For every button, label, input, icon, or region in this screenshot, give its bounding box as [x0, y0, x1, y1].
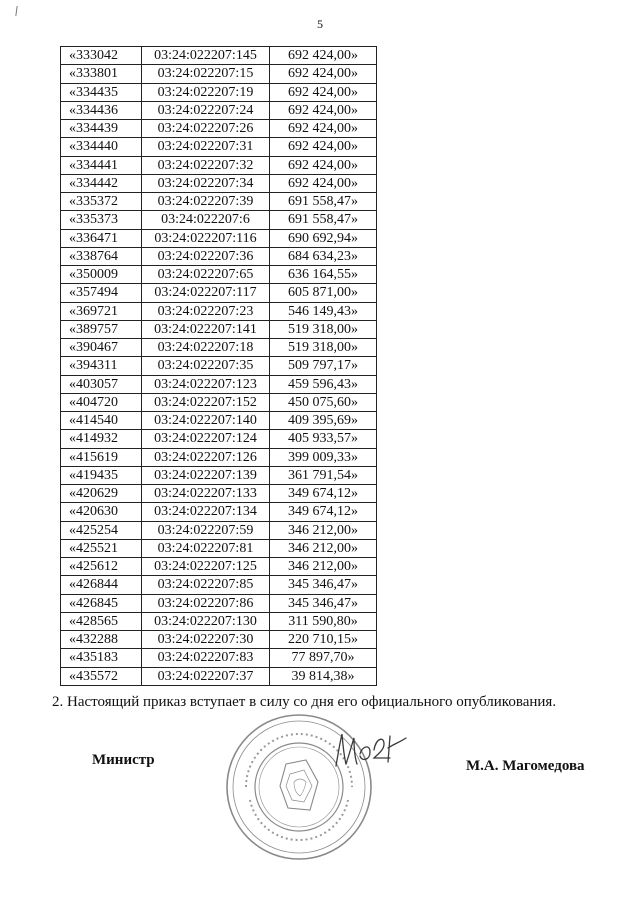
table-row — [61, 667, 377, 685]
cadastral-number-cell: 03:24:022207:125 — [142, 558, 270, 576]
parcel-number-cell: «394311 — [61, 357, 142, 375]
cadastral-value-cell: 692 424,00» — [270, 83, 377, 101]
table-row — [61, 320, 377, 338]
table-row — [61, 65, 377, 83]
parcel-number-cell: «389757 — [61, 320, 142, 338]
cadastral-number-cell: 03:24:022207:35 — [142, 357, 270, 375]
table-row — [61, 247, 377, 265]
table-row — [61, 393, 377, 411]
cadastral-value-cell: 692 424,00» — [270, 174, 377, 192]
cadastral-number-cell: 03:24:022207:117 — [142, 284, 270, 302]
table-row — [61, 193, 377, 211]
table-row — [61, 558, 377, 576]
parcel-number-cell: «335373 — [61, 211, 142, 229]
cadastral-number-cell: 03:24:022207:39 — [142, 193, 270, 211]
cadastral-number-cell: 03:24:022207:59 — [142, 521, 270, 539]
parcel-number-cell: «414932 — [61, 430, 142, 448]
signer-position: Министр — [92, 752, 155, 768]
cadastral-value-cell: 692 424,00» — [270, 47, 377, 65]
cadastral-number-cell: 03:24:022207:31 — [142, 138, 270, 156]
parcel-number-cell: «334441 — [61, 156, 142, 174]
cadastral-number-cell: 03:24:022207:83 — [142, 649, 270, 667]
cadastral-value-cell: 361 791,54» — [270, 466, 377, 484]
table-row — [61, 466, 377, 484]
table-row — [61, 101, 377, 119]
table-row — [61, 302, 377, 320]
parcel-number-cell: «425521 — [61, 539, 142, 557]
cadastral-value-cell: 349 674,12» — [270, 503, 377, 521]
parcel-number-cell: «435572 — [61, 667, 142, 685]
parcel-number-cell: «338764 — [61, 247, 142, 265]
parcel-number-cell: «425612 — [61, 558, 142, 576]
cadastral-value-cell: 345 346,47» — [270, 576, 377, 594]
cadastral-value-cell: 691 558,47» — [270, 211, 377, 229]
parcel-number-cell: «357494 — [61, 284, 142, 302]
parcel-number-cell: «334440 — [61, 138, 142, 156]
cadastral-value-cell: 220 710,15» — [270, 631, 377, 649]
parcel-number-cell: «335372 — [61, 193, 142, 211]
cadastral-number-cell: 03:24:022207:18 — [142, 339, 270, 357]
cadastral-number-cell: 03:24:022207:24 — [142, 101, 270, 119]
cadastral-value-cell: 691 558,47» — [270, 193, 377, 211]
cadastral-number-cell: 03:24:022207:152 — [142, 393, 270, 411]
cadastral-value-cell: 77 897,70» — [270, 649, 377, 667]
parcel-number-cell: «333801 — [61, 65, 142, 83]
cadastral-number-cell: 03:24:022207:126 — [142, 448, 270, 466]
cadastral-number-cell: 03:24:022207:133 — [142, 485, 270, 503]
parcel-number-cell: «369721 — [61, 302, 142, 320]
table-row — [61, 266, 377, 284]
cadastral-number-cell: 03:24:022207:65 — [142, 266, 270, 284]
cadastral-number-cell: 03:24:022207:23 — [142, 302, 270, 320]
table-row — [61, 120, 377, 138]
cadastral-number-cell: 03:24:022207:123 — [142, 375, 270, 393]
table-row — [61, 594, 377, 612]
cadastral-number-cell: 03:24:022207:145 — [142, 47, 270, 65]
cadastral-number-cell: 03:24:022207:85 — [142, 576, 270, 594]
cadastral-number-cell: 03:24:022207:34 — [142, 174, 270, 192]
cadastral-number-cell: 03:24:022207:32 — [142, 156, 270, 174]
clause-2-effective-date: 2. Настоящий приказ вступает в силу со дня его официального опубликования. — [52, 694, 557, 710]
parcel-number-cell: «334439 — [61, 120, 142, 138]
handwritten-signature — [330, 724, 410, 774]
table-row — [61, 430, 377, 448]
cadastral-value-cell: 692 424,00» — [270, 101, 377, 119]
table-row — [61, 539, 377, 557]
cadastral-value-cell: 346 212,00» — [270, 539, 377, 557]
page-number: 5 — [317, 17, 323, 31]
table-row — [61, 229, 377, 247]
parcel-number-cell: «435183 — [61, 649, 142, 667]
cadastral-value-cell: 692 424,00» — [270, 138, 377, 156]
table-body — [61, 47, 377, 686]
cadastral-value-cell: 450 075,60» — [270, 393, 377, 411]
table-row — [61, 503, 377, 521]
signer-name: М.А. Магомедова — [466, 758, 585, 774]
parcel-number-cell: «334435 — [61, 83, 142, 101]
cadastral-number-cell: 03:24:022207:140 — [142, 412, 270, 430]
parcel-number-cell: «390467 — [61, 339, 142, 357]
cadastral-value-cell: 692 424,00» — [270, 120, 377, 138]
parcel-number-cell: «428565 — [61, 612, 142, 630]
cadastral-value-cell: 519 318,00» — [270, 320, 377, 338]
cadastral-value-cell: 399 009,33» — [270, 448, 377, 466]
table-row — [61, 576, 377, 594]
cadastral-value-cell: 409 395,69» — [270, 412, 377, 430]
cadastral-number-cell: 03:24:022207:130 — [142, 612, 270, 630]
cadastral-number-cell: 03:24:022207:116 — [142, 229, 270, 247]
parcel-number-cell: «334436 — [61, 101, 142, 119]
table-row — [61, 138, 377, 156]
table-row — [61, 521, 377, 539]
parcel-number-cell: «432288 — [61, 631, 142, 649]
table-row — [61, 448, 377, 466]
table-row — [61, 612, 377, 630]
cadastral-number-cell: 03:24:022207:81 — [142, 539, 270, 557]
parcel-number-cell: «426845 — [61, 594, 142, 612]
table-row — [61, 284, 377, 302]
table-row — [61, 83, 377, 101]
cadastral-value-cell: 519 318,00» — [270, 339, 377, 357]
cadastral-number-cell: 03:24:022207:37 — [142, 667, 270, 685]
cadastral-number-cell: 03:24:022207:134 — [142, 503, 270, 521]
table-row — [61, 47, 377, 65]
cadastral-value-cell: 345 346,47» — [270, 594, 377, 612]
cadastral-value-cell: 459 596,43» — [270, 375, 377, 393]
cadastral-value-table — [60, 46, 377, 686]
cadastral-value-cell: 692 424,00» — [270, 65, 377, 83]
cadastral-number-cell: 03:24:022207:30 — [142, 631, 270, 649]
cadastral-number-cell: 03:24:022207:124 — [142, 430, 270, 448]
table-row — [61, 375, 377, 393]
parcel-number-cell: «415619 — [61, 448, 142, 466]
table-row — [61, 357, 377, 375]
table-row — [61, 412, 377, 430]
cadastral-value-cell: 509 797,17» — [270, 357, 377, 375]
table-row — [61, 631, 377, 649]
parcel-number-cell: «333042 — [61, 47, 142, 65]
scan-artifact-mark — [15, 6, 17, 16]
parcel-number-cell: «425254 — [61, 521, 142, 539]
parcel-number-cell: «426844 — [61, 576, 142, 594]
table-row — [61, 649, 377, 667]
signature-block — [0, 750, 640, 870]
cadastral-number-cell: 03:24:022207:26 — [142, 120, 270, 138]
cadastral-value-cell: 39 814,38» — [270, 667, 377, 685]
cadastral-value-cell: 690 692,94» — [270, 229, 377, 247]
table-row — [61, 156, 377, 174]
cadastral-value-cell: 692 424,00» — [270, 156, 377, 174]
cadastral-number-cell: 03:24:022207:19 — [142, 83, 270, 101]
cadastral-number-cell: 03:24:022207:141 — [142, 320, 270, 338]
parcel-number-cell: «334442 — [61, 174, 142, 192]
cadastral-number-cell: 03:24:022207:15 — [142, 65, 270, 83]
cadastral-number-cell: 03:24:022207:36 — [142, 247, 270, 265]
cadastral-value-cell: 684 634,23» — [270, 247, 377, 265]
parcel-number-cell: «404720 — [61, 393, 142, 411]
parcel-number-cell: «414540 — [61, 412, 142, 430]
parcel-number-cell: «419435 — [61, 466, 142, 484]
cadastral-value-cell: 311 590,80» — [270, 612, 377, 630]
cadastral-value-cell: 405 933,57» — [270, 430, 377, 448]
parcel-number-cell: «420629 — [61, 485, 142, 503]
cadastral-value-cell: 346 212,00» — [270, 558, 377, 576]
cadastral-value-cell: 636 164,55» — [270, 266, 377, 284]
table-row — [61, 339, 377, 357]
parcel-number-cell: «403057 — [61, 375, 142, 393]
cadastral-value-cell: 346 212,00» — [270, 521, 377, 539]
parcel-number-cell: «336471 — [61, 229, 142, 247]
cadastral-number-cell: 03:24:022207:86 — [142, 594, 270, 612]
table-row — [61, 211, 377, 229]
table-row — [61, 174, 377, 192]
cadastral-number-cell: 03:24:022207:6 — [142, 211, 270, 229]
cadastral-value-cell: 546 149,43» — [270, 302, 377, 320]
cadastral-value-cell: 349 674,12» — [270, 485, 377, 503]
cadastral-number-cell: 03:24:022207:139 — [142, 466, 270, 484]
parcel-number-cell: «350009 — [61, 266, 142, 284]
parcel-number-cell: «420630 — [61, 503, 142, 521]
table-row — [61, 485, 377, 503]
cadastral-value-cell: 605 871,00» — [270, 284, 377, 302]
